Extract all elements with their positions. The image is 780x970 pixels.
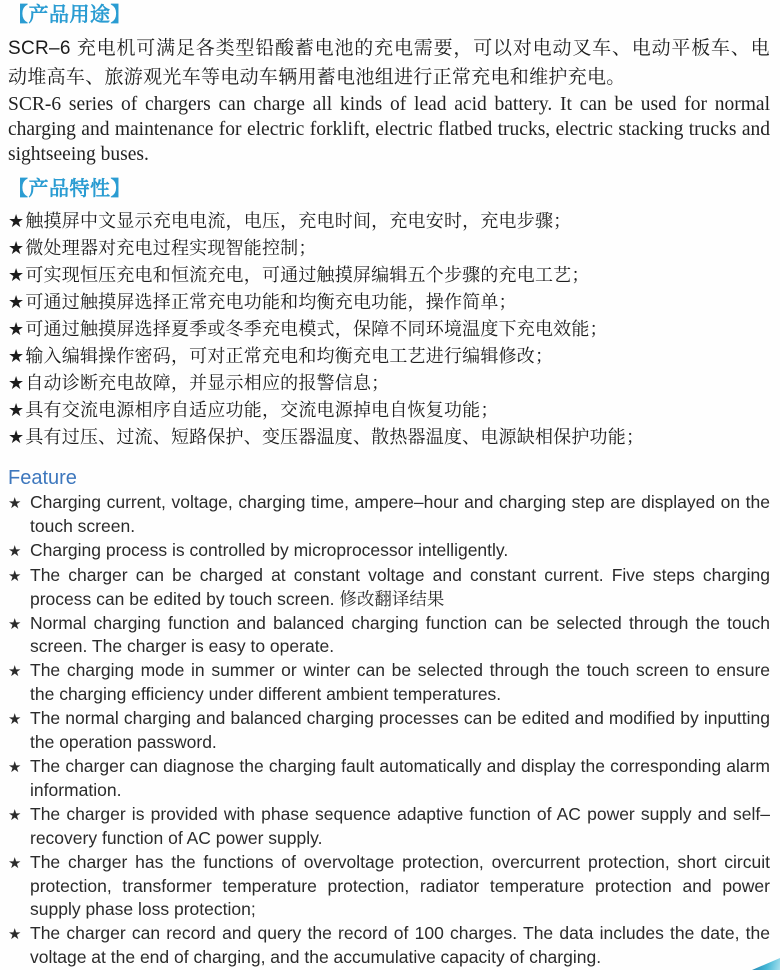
section-title-feature-english: Feature (8, 467, 77, 489)
feature-item-text: 自动诊断充电故障，并显示相应的报警信息； (25, 373, 390, 393)
feature-item-text: Charging process is controlled by microprocessor intelligently. (30, 539, 509, 560)
star-icon: ★ (8, 663, 22, 681)
star-icon: ★ (8, 567, 22, 585)
feature-item-text: 微处理器对充电过程实现智能控制； (25, 238, 317, 258)
feature-item-text: 具有过压、过流、短路保护、变压器温度、散热器温度、电源缺相保护功能； (25, 427, 645, 447)
star-icon: ★ (8, 265, 25, 285)
star-icon: ★ (8, 542, 22, 560)
star-icon: ★ (8, 615, 22, 633)
feature-item-text: The charger can be charged at constant voltage and constant current. Five steps charging process can be edited by touch screen. 修改翻译结果 (30, 564, 770, 609)
feature-item-en (8, 851, 770, 923)
feature-item-zh (8, 262, 770, 289)
feature-item-zh (8, 424, 770, 451)
feature-item-en (8, 491, 770, 539)
feature-item-zh (8, 235, 770, 262)
usage-paragraph-english: SCR-6 series of chargers can charge all kinds of lead acid battery. It can be used for normal charging and maintenance for electric forklift, electric flatbed trucks, electric stacking trucks and sightseeing buses. (8, 94, 770, 165)
star-icon: ★ (8, 373, 25, 393)
star-icon: ★ (8, 211, 25, 231)
star-icon: ★ (8, 495, 22, 512)
feature-item-text: The charger is provided with phase sequence adaptive function of AC power supply and self–recovery function of AC power supply. (30, 803, 770, 848)
feature-item-text: 输入编辑操作密码，可对正常充电和均衡充电工艺进行编辑修改； (25, 346, 554, 366)
feature-item-en (8, 612, 770, 660)
feature-item-en (8, 922, 770, 970)
feature-item-text: Normal charging function and balanced charging function can be selected through the touch screen. The charger is easy to operate. (30, 612, 770, 657)
star-icon: ★ (8, 400, 25, 420)
star-icon: ★ (8, 806, 22, 824)
star-icon: ★ (8, 346, 25, 366)
star-icon: ★ (8, 427, 25, 447)
star-icon: ★ (8, 854, 22, 872)
feature-item-zh (8, 316, 770, 343)
feature-item-text: 可实现恒压充电和恒流充电，可通过触摸屏编辑五个步骤的充电工艺； (25, 265, 590, 285)
feature-item-text: The charger has the functions of overvoltage protection, overcurrent protection, short circuit protection, transformer temperature protection, radiator temperature protection and power supply phase loss protection; (30, 851, 770, 920)
feature-item-text: The charging mode in summer or winter can be selected through the touch screen to ensure the charging efficiency under different ambient temperatures. (30, 660, 770, 705)
star-icon: ★ (8, 758, 22, 776)
star-icon: ★ (8, 711, 22, 729)
star-icon: ★ (8, 926, 22, 944)
feature-item-text: The normal charging and balanced charging processes can be edited and modified by inputting the operation password. (30, 708, 770, 753)
feature-item-text: The charger can diagnose the charging fault automatically and display the corresponding alarm information. (30, 755, 770, 800)
section-title-product-usage: 【产品用途】 (8, 4, 131, 26)
feature-item-text: 具有交流电源相序自适应功能，交流电源掉电自恢复功能； (25, 400, 499, 420)
feature-item-text: 触摸屏中文显示充电电流，电压，充电时间，充电安时，充电步骤； (25, 211, 572, 231)
feature-item-en (8, 803, 770, 851)
star-icon: ★ (8, 292, 25, 312)
usage-paragraph-chinese: SCR–6 充电机可满足各类型铅酸蓄电池的充电需要，可以对电动叉车、电动平板车、电动堆高车、旅游观光车等电动车辆用蓄电池组进行正常充电和维护充电。 (8, 38, 770, 88)
feature-list-chinese (8, 208, 770, 451)
feature-item-zh (8, 397, 770, 424)
star-icon: ★ (8, 238, 25, 258)
feature-item-en (8, 755, 770, 803)
feature-item-text: The charger can record and query the record of 100 charges. The data includes the date, the voltage at the end of charging, and the accumulative capacity of charging. (30, 923, 770, 968)
feature-item-zh (8, 289, 770, 316)
feature-item-zh (8, 370, 770, 397)
feature-list-english (8, 491, 770, 970)
feature-item-en (8, 707, 770, 755)
feature-item-text: 可通过触摸屏选择夏季或冬季充电模式，保障不同环境温度下充电效能； (25, 319, 608, 339)
section-title-product-features: 【产品特性】 (8, 178, 131, 200)
star-icon: ★ (8, 319, 25, 339)
feature-item-en (8, 564, 770, 612)
feature-item-zh (8, 208, 770, 235)
feature-item-zh (8, 343, 770, 370)
feature-item-text: Charging current, voltage, charging time, ampere–hour and charging step are displayed on the touch screen. (30, 492, 770, 536)
feature-item-en (8, 539, 770, 564)
feature-item-text: 可通过触摸屏选择正常充电功能和均衡充电功能，操作简单； (25, 292, 517, 312)
feature-item-en (8, 659, 770, 707)
